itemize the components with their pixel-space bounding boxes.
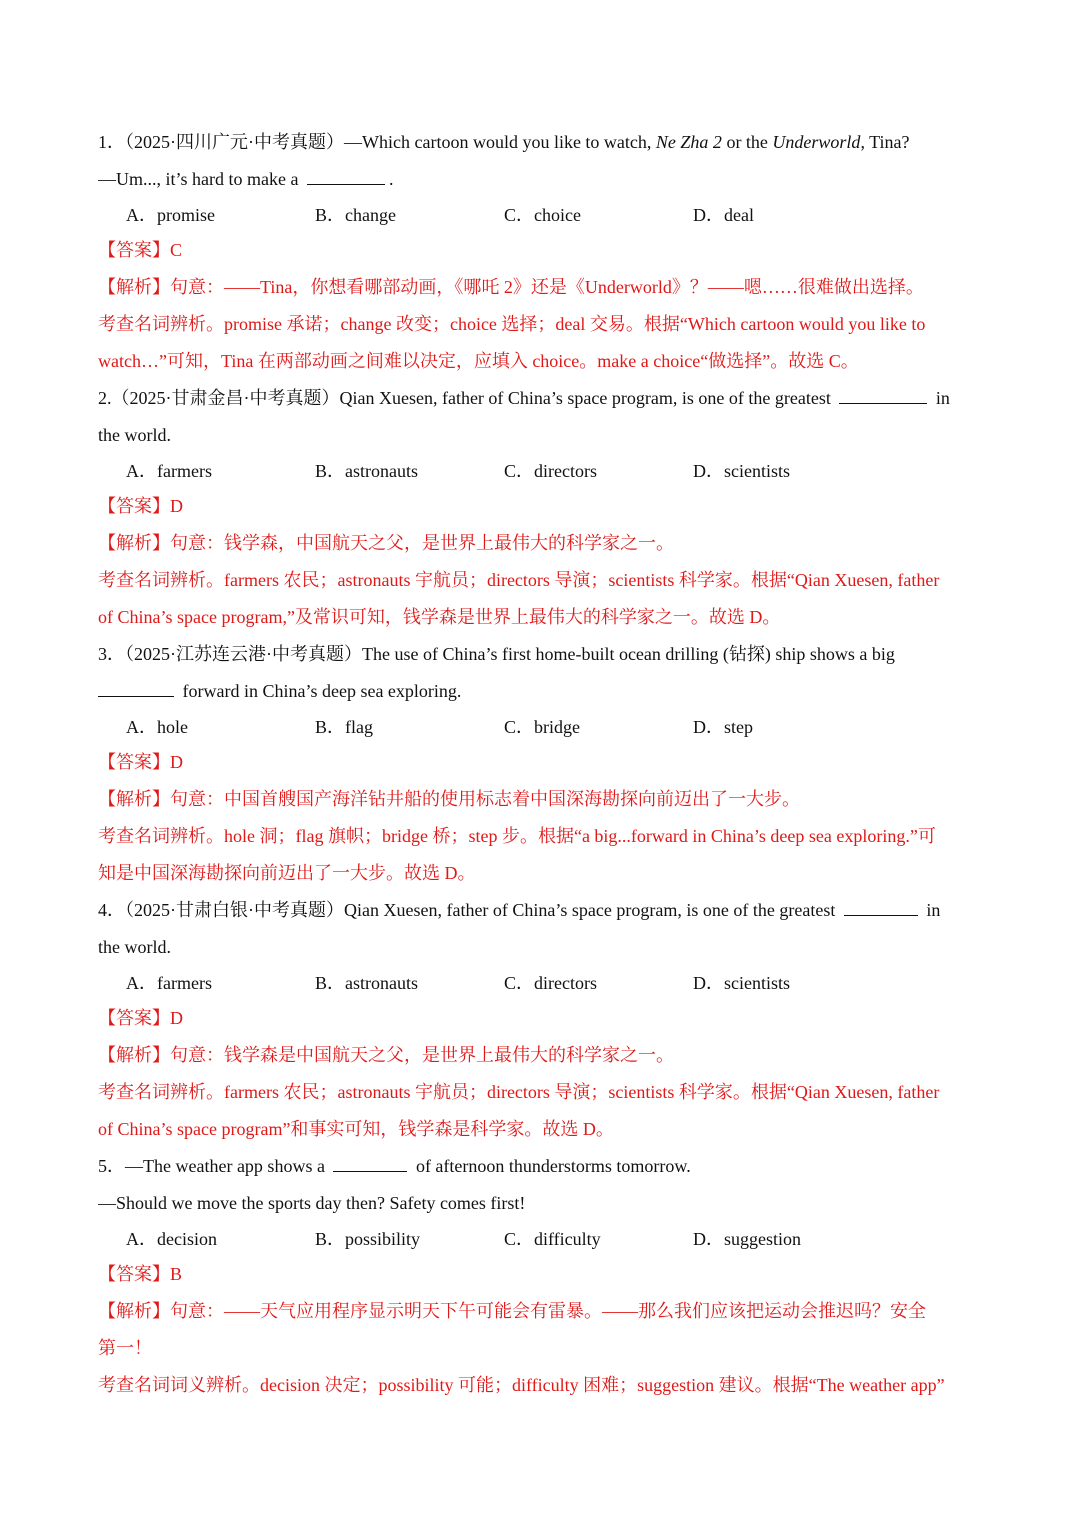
option-d: D．scientists	[693, 461, 790, 481]
analysis-line: 知是中国深海勘探向前迈出了一大步。故选 D。	[98, 863, 476, 883]
options-row	[98, 454, 988, 488]
question-5	[98, 1148, 988, 1404]
question-stem-line-2: the world.	[98, 937, 171, 957]
question-stem: 4．（2025·甘肃白银·中考真题）Qian Xuesen, father of China’s space program, is one of the greatest in	[98, 900, 941, 920]
analysis-line: 第一！	[98, 1338, 152, 1358]
option-c: C．directors	[504, 461, 597, 481]
question-4	[98, 892, 988, 1148]
answer-label: 【答案】D	[98, 752, 183, 772]
question-3	[98, 636, 988, 892]
option-d: D．suggestion	[693, 1229, 801, 1249]
analysis-line: 考查名词辨析。promise 承诺；change 改变；choice 选择；deal 交易。根据“Which cartoon would you like to	[98, 314, 926, 334]
option-a: A．farmers	[126, 973, 212, 993]
question-1	[98, 124, 988, 380]
answer-blank	[307, 183, 385, 185]
option-a: A．hole	[126, 717, 188, 737]
option-b: B．astronauts	[315, 461, 418, 481]
option-d: D．deal	[693, 205, 754, 225]
question-stem: 3．（2025·江苏连云港·中考真题）The use of China’s first home-built ocean drilling (钻探) ship shows a big	[98, 644, 895, 664]
option-a: A．promise	[126, 205, 215, 225]
answer-blank	[844, 914, 918, 916]
answer-label: 【答案】B	[98, 1264, 183, 1284]
options-row	[98, 198, 988, 232]
option-b: B．possibility	[315, 1229, 421, 1249]
option-b: B．flag	[315, 717, 373, 737]
option-d: D．step	[693, 717, 753, 737]
analysis-line: 【解析】句意：钱学森，中国航天之父，是世界上最伟大的科学家之一。	[98, 533, 674, 553]
analysis-line: 考查名词辨析。farmers 农民；astronauts 宇航员；directors 导演；scientists 科学家。根据“Qian Xuesen, father	[98, 1082, 940, 1102]
question-stem: 5．—The weather app shows a of afternoon thunderstorms tomorrow.	[98, 1156, 691, 1176]
option-c: C．directors	[504, 973, 597, 993]
answer-label: 【答案】C	[98, 240, 183, 260]
options-row	[98, 1222, 988, 1256]
analysis-line: of China’s space program,”及常识可知，钱学森是世界上最伟大的科学家之一。故选 D。	[98, 607, 781, 627]
answer-blank	[333, 1170, 407, 1172]
analysis-line: 【解析】句意：——Tina，你想看哪部动画，《哪吒 2》还是《Underworld》？——嗯……很难做出选择。	[98, 277, 924, 297]
question-stem-line-2: forward in China’s deep sea exploring.	[98, 673, 988, 710]
question-2	[98, 380, 988, 636]
question-stem: 2.（2025·甘肃金昌·中考真题）Qian Xuesen, father of China’s space program, is one of the greatest in	[98, 388, 950, 408]
option-c: C．difficulty	[504, 1229, 601, 1249]
option-b: B．change	[315, 205, 396, 225]
answer-blank	[839, 402, 927, 404]
analysis-line: 【解析】句意：钱学森是中国航天之父，是世界上最伟大的科学家之一。	[98, 1045, 674, 1065]
analysis-line: watch…”可知，Tina 在两部动画之间难以决定，应填入 choice。make a choice“做选择”。故选 C。	[98, 351, 859, 371]
analysis-line: 考查名词辨析。hole 洞；flag 旗帜；bridge 桥；step 步。根据“a big...forward in China’s deep sea exploring.”可	[98, 826, 936, 846]
analysis-line: 考查名词词义辨析。decision 决定；possibility 可能；difficulty 困难；suggestion 建议。根据“The weather app”	[98, 1375, 945, 1395]
question-stem-line-2: the world.	[98, 425, 171, 445]
analysis-line: 考查名词辨析。farmers 农民；astronauts 宇航员；directors 导演；scientists 科学家。根据“Qian Xuesen, father	[98, 570, 940, 590]
option-d: D．scientists	[693, 973, 790, 993]
option-c: C．bridge	[504, 717, 580, 737]
answer-label: 【答案】D	[98, 1008, 183, 1028]
exercise-page	[98, 124, 988, 1404]
option-b: B．astronauts	[315, 973, 418, 993]
question-stem-line-2: —Should we move the sports day then? Safety comes first!	[98, 1193, 526, 1213]
answer-label: 【答案】D	[98, 496, 183, 516]
answer-blank	[98, 695, 174, 697]
question-stem: 1．（2025·四川广元·中考真题）—Which cartoon would you like to watch, Ne Zha 2 or the Underworld, Tina?	[98, 132, 910, 152]
options-row	[98, 710, 988, 744]
option-c: C．choice	[504, 205, 581, 225]
analysis-line: of China’s space program”和事实可知，钱学森是科学家。故选 D。	[98, 1119, 614, 1139]
analysis-line: 【解析】句意：——天气应用程序显示明天下午可能会有雷暴。——那么我们应该把运动会推迟吗？安全	[98, 1301, 926, 1321]
analysis-line: 【解析】句意：中国首艘国产海洋钻井船的使用标志着中国深海勘探向前迈出了一大步。	[98, 789, 800, 809]
options-row	[98, 966, 988, 1000]
option-a: A．decision	[126, 1229, 217, 1249]
option-a: A．farmers	[126, 461, 212, 481]
question-stem-line-2: —Um..., it’s hard to make a .	[98, 169, 394, 189]
